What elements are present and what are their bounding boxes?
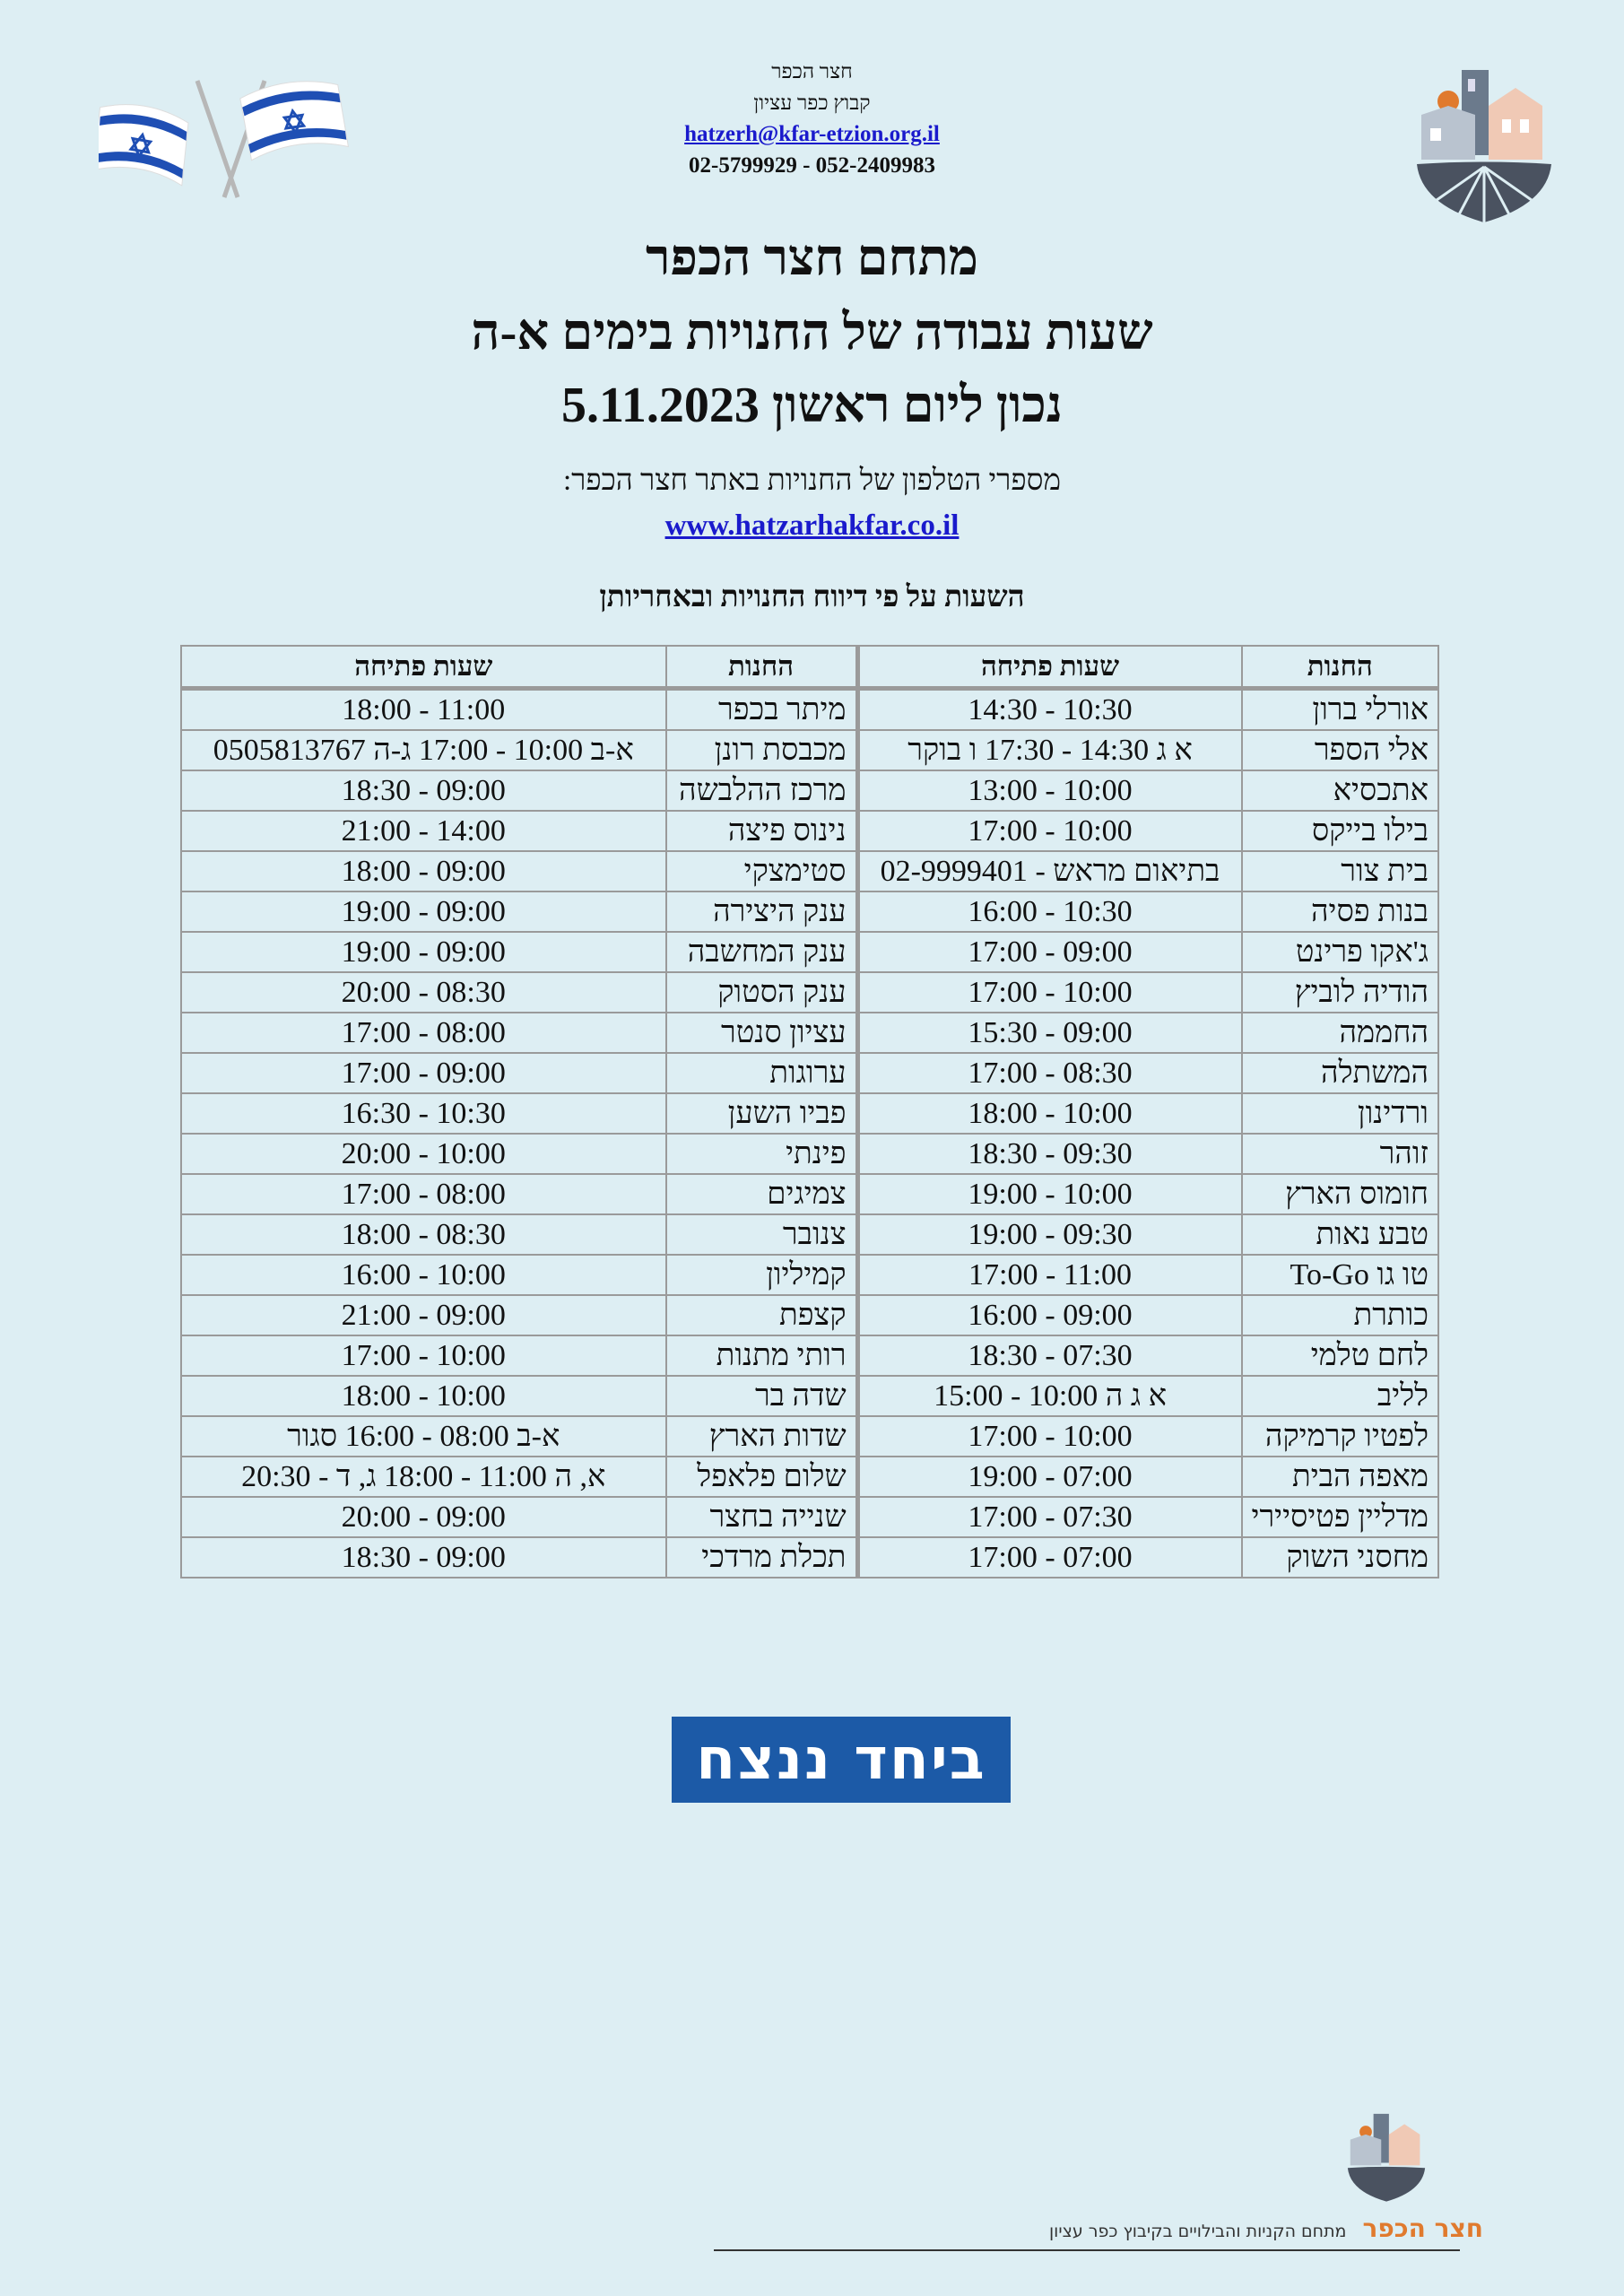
footer-brand: חצר הכפר: [1362, 2213, 1484, 2243]
table-row: [181, 1174, 1438, 1214]
store-name: לחם טלמי: [1242, 1335, 1438, 1376]
website-link[interactable]: www.hatzarhakfar.co.il: [664, 509, 960, 542]
store-name: כותרת: [1242, 1295, 1438, 1335]
store-hours: 09:00 - 20:00: [181, 1497, 666, 1537]
store-hours: א-ב 10:00 - 17:00 ג-ה 0505813767: [181, 730, 666, 770]
store-hours: 09:00 - 16:00: [857, 1295, 1242, 1335]
store-hours: 10:30 - 14:30: [857, 689, 1242, 731]
together-banner: ביחד ננצח: [672, 1717, 1011, 1803]
store-name: בנות פסיה: [1242, 891, 1438, 932]
store-hours: 11:00 - 18:00: [181, 689, 666, 731]
store-hours: 10:00 - 18:00: [181, 1376, 666, 1416]
store-name: מיתר בכפר: [666, 689, 858, 731]
store-hours: 09:00 - 17:00: [857, 932, 1242, 972]
table-row: [181, 1053, 1438, 1093]
store-name: מכבסת רונן: [666, 730, 858, 770]
footer-logo-icon: [1345, 2103, 1428, 2202]
store-hours: 09:00 - 15:30: [857, 1013, 1242, 1053]
store-name: אתכסיא: [1242, 770, 1438, 811]
store-hours: א ג ה 10:00 - 15:00: [857, 1376, 1242, 1416]
table-row: [181, 1416, 1438, 1457]
store-hours: 10:00 - 20:00: [181, 1134, 666, 1174]
responsibility-note: השעות על פי דיווח החנויות ובאחריותן: [599, 581, 1025, 613]
store-hours: 10:00 - 13:00: [857, 770, 1242, 811]
store-name: שדה בר: [666, 1376, 858, 1416]
table-row: [181, 1497, 1438, 1537]
phone-numbers: 02-5799929 - 052-2409983: [689, 153, 935, 178]
store-hours: 09:00 - 18:30: [181, 1537, 666, 1578]
store-hours: 10:00 - 19:00: [857, 1174, 1242, 1214]
footer-divider: [714, 2249, 1460, 2251]
store-hours: 09:30 - 18:30: [857, 1134, 1242, 1174]
store-name: אלי הספר: [1242, 730, 1438, 770]
table-row: [181, 1013, 1438, 1053]
table-row: [181, 1214, 1438, 1255]
phones-note: מספרי הטלפון של החנויות באתר חצר הכפר:: [562, 465, 1062, 497]
table-header-row: [181, 646, 1438, 689]
table-row: [181, 1537, 1438, 1578]
store-name: שנייה בחצר: [666, 1497, 858, 1537]
store-hours: 09:00 - 18:30: [181, 770, 666, 811]
store-name: מדליין פטיסיירי: [1242, 1497, 1438, 1537]
store-hours: 10:00 - 16:00: [181, 1255, 666, 1295]
store-hours: 10:30 - 16:00: [857, 891, 1242, 932]
store-name: אורלי ברון: [1242, 689, 1438, 731]
org-name: חצר הכפר: [771, 60, 853, 83]
store-name: החממה: [1242, 1013, 1438, 1053]
store-hours: 08:00 - 17:00: [181, 1174, 666, 1214]
store-hours: א, ה 11:00 - 18:00 ג, ד - 20:30: [181, 1457, 666, 1497]
table-row: [181, 1376, 1438, 1416]
store-hours: 10:00 - 18:00: [857, 1093, 1242, 1134]
store-name: חומוס הארץ: [1242, 1174, 1438, 1214]
store-hours: 09:00 - 18:00: [181, 851, 666, 891]
table-row: [181, 1255, 1438, 1295]
store-hours: 07:30 - 18:30: [857, 1335, 1242, 1376]
store-hours: 07:00 - 17:00: [857, 1537, 1242, 1578]
table-row: [181, 811, 1438, 851]
store-hours: 14:00 - 21:00: [181, 811, 666, 851]
store-name: סטימצקי: [666, 851, 858, 891]
store-name: המשתלה: [1242, 1053, 1438, 1093]
store-hours: 09:30 - 19:00: [857, 1214, 1242, 1255]
store-name: לליב: [1242, 1376, 1438, 1416]
footer-branding: [1049, 2213, 1483, 2243]
title-line3: נכון ליום ראשון 5.11.2023: [561, 378, 1063, 433]
title-line1: מתחם חצר הכפר: [646, 230, 978, 286]
store-name: ערוגות: [666, 1053, 858, 1093]
table-row: [181, 1457, 1438, 1497]
table-row: [181, 891, 1438, 932]
store-name: ורדינון: [1242, 1093, 1438, 1134]
store-hours: 09:00 - 19:00: [181, 891, 666, 932]
store-name: טבע נאות: [1242, 1214, 1438, 1255]
store-hours: 08:30 - 17:00: [857, 1053, 1242, 1093]
store-hours: 11:00 - 17:00: [857, 1255, 1242, 1295]
table-row: [181, 730, 1438, 770]
store-name: שדות הארץ: [666, 1416, 858, 1457]
store-hours: 08:00 - 17:00: [181, 1013, 666, 1053]
store-name: מאפה הבית: [1242, 1457, 1438, 1497]
store-name: תכלת מרדכי: [666, 1537, 858, 1578]
store-name: מחסני השוק: [1242, 1537, 1438, 1578]
store-hours: 10:00 - 17:00: [857, 1416, 1242, 1457]
store-hours: א ג 14:30 - 17:30 ו בוקר: [857, 730, 1242, 770]
store-hours: 09:00 - 19:00: [181, 932, 666, 972]
store-name: ענק היצירה: [666, 891, 858, 932]
store-name: מרכז ההלבשה: [666, 770, 858, 811]
store-name: קמיליון: [666, 1255, 858, 1295]
table-row: [181, 770, 1438, 811]
store-hours: 10:00 - 17:00: [857, 972, 1242, 1013]
store-name: בילו בייקס: [1242, 811, 1438, 851]
title-line2: שעות עבודה של החנויות בימים א-ה: [471, 305, 1153, 361]
store-name: עציון סנטר: [666, 1013, 858, 1053]
store-name: רותי מתנות: [666, 1335, 858, 1376]
table-row: [181, 689, 1438, 731]
store-hours: 09:00 - 21:00: [181, 1295, 666, 1335]
kibbutz-name: קבוץ כפר עציון: [753, 91, 871, 114]
store-hours: בתיאום מראש - 02-9999401: [857, 851, 1242, 891]
store-name: זוהר: [1242, 1134, 1438, 1174]
store-name: הודיה לוביץ: [1242, 972, 1438, 1013]
table-row: [181, 1134, 1438, 1174]
table-row: [181, 1295, 1438, 1335]
store-name: ג'אקו פרינט: [1242, 932, 1438, 972]
store-hours: 10:30 - 16:30: [181, 1093, 666, 1134]
store-hours: 10:00 - 17:00: [857, 811, 1242, 851]
footer-tagline: מתחם הקניות והבילויים בקיבוץ כפר עציון: [1049, 2222, 1347, 2241]
store-name: ענק המחשבה: [666, 932, 858, 972]
store-hours: 08:30 - 20:00: [181, 972, 666, 1013]
store-name: ענק הסטוק: [666, 972, 858, 1013]
store-name: קצפת: [666, 1295, 858, 1335]
header-hours-left: שעות פתיחה: [181, 646, 666, 689]
store-name: פינתי: [666, 1134, 858, 1174]
store-name: טו גו To-Go: [1242, 1255, 1438, 1295]
store-hours: 10:00 - 17:00: [181, 1335, 666, 1376]
store-hours: 07:30 - 17:00: [857, 1497, 1242, 1537]
store-name: צמיגים: [666, 1174, 858, 1214]
email-link[interactable]: hatzerh@kfar-etzion.org.il: [684, 122, 940, 146]
header-hours-right: שעות פתיחה: [857, 646, 1242, 689]
store-hours: 08:30 - 18:00: [181, 1214, 666, 1255]
store-name: בית צור: [1242, 851, 1438, 891]
store-hours: 07:00 - 19:00: [857, 1457, 1242, 1497]
store-name: שלום פלאפל: [666, 1457, 858, 1497]
table-row: [181, 851, 1438, 891]
table-row: [181, 932, 1438, 972]
store-name: נינוס פיצה: [666, 811, 858, 851]
store-hours: 09:00 - 17:00: [181, 1053, 666, 1093]
contact-header: [0, 56, 1624, 181]
store-name: לפטיו קרמיקה: [1242, 1416, 1438, 1457]
table-row: [181, 1093, 1438, 1134]
table-row: [181, 1335, 1438, 1376]
header-store-right: החנות: [1242, 646, 1438, 689]
store-name: צנובר: [666, 1214, 858, 1255]
store-hours: א-ב 08:00 - 16:00 סגור: [181, 1416, 666, 1457]
header-store-left: החנות: [666, 646, 858, 689]
store-hours-table: [180, 645, 1439, 1578]
table-row: [181, 972, 1438, 1013]
store-name: פביו השען: [666, 1093, 858, 1134]
